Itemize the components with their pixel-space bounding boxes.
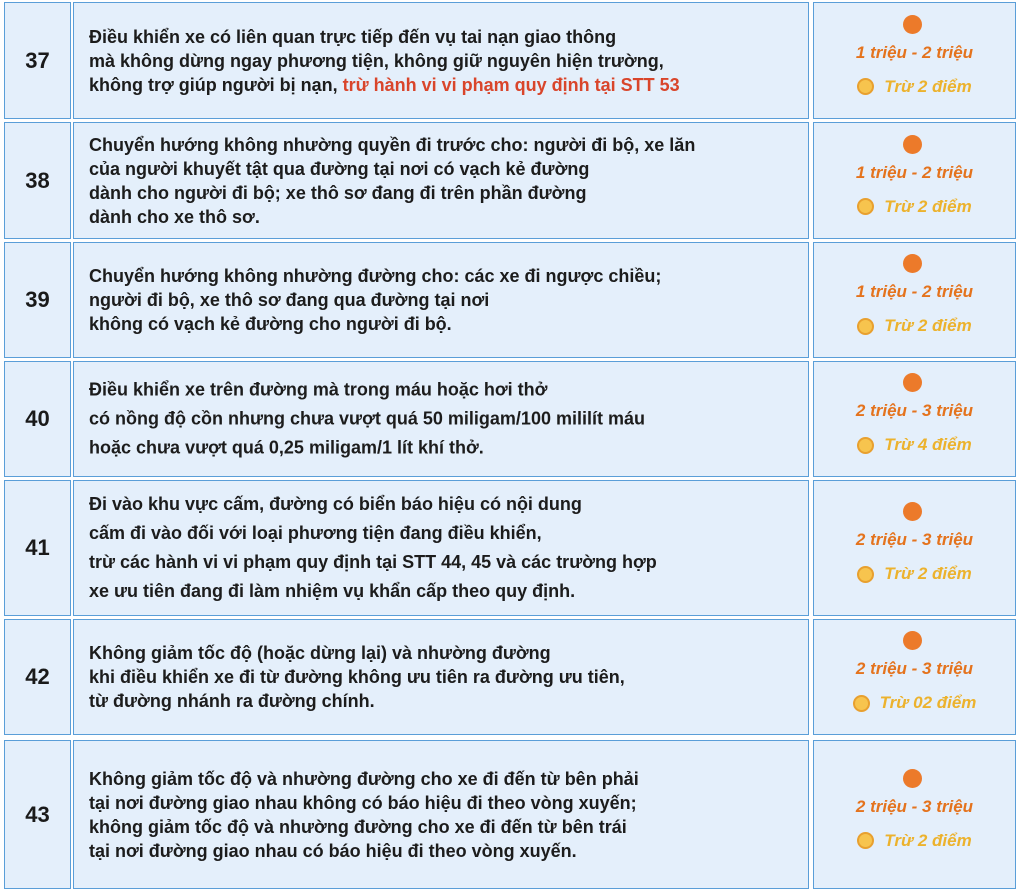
- violation-description: [89, 376, 798, 463]
- points-deduction: [814, 77, 1015, 97]
- description-line: Chuyển hướng không nhường đường cho: các xe đi ngược chiều;: [89, 266, 662, 286]
- description-line: từ đường nhánh ra đường chính.: [89, 691, 375, 711]
- penalty-cell: [813, 122, 1016, 239]
- yellow-dot-icon: [857, 437, 874, 454]
- stt-cell: [4, 480, 71, 616]
- orange-dot-icon: [903, 631, 922, 650]
- violation-description: [89, 264, 798, 336]
- penalty-block: [814, 15, 1015, 107]
- table-row: [0, 619, 1020, 735]
- description-line-text: không trợ giúp người bị nạn,: [89, 74, 343, 95]
- stt-cell: [4, 242, 71, 358]
- violation-description: [89, 490, 798, 606]
- penalty-cell: [813, 480, 1016, 616]
- description-line: không giảm tốc độ và nhường đường cho xe đi đến từ bên trái: [89, 816, 627, 837]
- penalty-cell: [813, 361, 1016, 477]
- description-line: không có vạch kẻ đường cho người đi bộ.: [89, 314, 452, 334]
- stt-number: 37: [25, 47, 50, 73]
- description-cell: [73, 619, 809, 735]
- description-line: Không giảm tốc độ và nhường đường cho xe đi đến từ bên phải: [89, 768, 639, 789]
- penalty-cell: [813, 242, 1016, 358]
- description-line: có nồng độ cồn nhưng chưa vượt quá 50 miligam/100 mililít máu: [89, 408, 645, 429]
- stt-number: 38: [25, 167, 50, 193]
- orange-dot-icon: [903, 254, 922, 273]
- points-label: Trừ 02 điểm: [879, 693, 977, 712]
- description-line: cấm đi vào đối với loại phương tiện đang điều khiển,: [89, 523, 542, 543]
- stt-cell: [4, 2, 71, 119]
- description-cell: [73, 361, 809, 477]
- stt-cell: [4, 122, 71, 239]
- fine-amount: 2 triệu - 3 triệu: [855, 530, 974, 549]
- penalty-block: [814, 135, 1015, 227]
- orange-dot-icon: [903, 502, 922, 521]
- stt-cell: [4, 619, 71, 735]
- stt-number: 41: [25, 535, 50, 560]
- description-line: tại nơi đường giao nhau có báo hiệu đi theo vòng xuyến.: [89, 840, 577, 861]
- stt-number: 39: [25, 287, 50, 312]
- points-label: Trừ 2 điểm: [884, 830, 972, 850]
- penalty-block: [814, 769, 1015, 861]
- violation-description: [89, 767, 798, 863]
- description-line: dành cho người đi bộ; xe thô sơ đang đi trên phần đường: [89, 182, 587, 203]
- violation-description: [89, 641, 798, 713]
- description-line: hoặc chưa vượt quá 0,25 miligam/1 lít khí thở.: [89, 437, 484, 458]
- description-cell: [73, 242, 809, 358]
- points-deduction: [814, 197, 1015, 217]
- points-label: Trừ 4 điểm: [884, 435, 972, 454]
- description-line: dành cho xe thô sơ.: [89, 206, 260, 227]
- description-line: tại nơi đường giao nhau không có báo hiệu đi theo vòng xuyến;: [89, 792, 637, 813]
- stt-number: 42: [25, 664, 50, 689]
- stt-number: 40: [25, 406, 50, 431]
- yellow-dot-icon: [857, 78, 874, 95]
- fine-amount: 1 triệu - 2 triệu: [855, 42, 974, 62]
- points-deduction: [814, 435, 1015, 455]
- fine-amount: 1 triệu - 2 triệu: [855, 162, 974, 182]
- points-label: Trừ 2 điểm: [884, 196, 972, 216]
- description-line: [89, 73, 798, 97]
- description-line: Điều khiển xe có liên quan trực tiếp đến vụ tai nạn giao thông: [89, 26, 617, 47]
- yellow-dot-icon: [857, 318, 874, 335]
- description-cell: [73, 2, 809, 119]
- yellow-dot-icon: [857, 198, 874, 215]
- fine-amount: 2 triệu - 3 triệu: [855, 796, 974, 816]
- points-deduction: [814, 564, 1015, 584]
- penalty-block: [814, 502, 1015, 594]
- penalty-cell: [813, 619, 1016, 735]
- description-cell: [73, 480, 809, 616]
- penalty-block: [814, 631, 1015, 723]
- fine-amount: 2 triệu - 3 triệu: [855, 659, 974, 678]
- table-row: [0, 122, 1020, 239]
- description-line: Đi vào khu vực cấm, đường có biển báo hiệu có nội dung: [89, 494, 582, 514]
- description-line: Chuyển hướng không nhường quyền đi trước cho: người đi bộ, xe lăn: [89, 134, 696, 155]
- orange-dot-icon: [903, 15, 922, 34]
- table-row: [0, 740, 1020, 889]
- penalty-block: [814, 373, 1015, 465]
- points-label: Trừ 2 điểm: [884, 564, 972, 583]
- points-label: Trừ 2 điểm: [884, 316, 972, 335]
- description-line: khi điều khiển xe đi từ đường không ưu tiên ra đường ưu tiên,: [89, 667, 625, 687]
- description-line: mà không dừng ngay phương tiện, không giữ nguyên hiện trường,: [89, 50, 664, 71]
- violation-description: [89, 133, 798, 229]
- penalty-cell: [813, 740, 1016, 889]
- fine-amount: 1 triệu - 2 triệu: [855, 282, 974, 301]
- description-line: Điều khiển xe trên đường mà trong máu hoặc hơi thở: [89, 379, 548, 400]
- yellow-dot-icon: [857, 566, 874, 583]
- description-line: của người khuyết tật qua đường tại nơi có vạch kẻ đường: [89, 158, 590, 179]
- stt-cell: [4, 740, 71, 889]
- table-row: [0, 480, 1020, 616]
- penalty-cell: [813, 2, 1016, 119]
- penalty-block: [814, 254, 1015, 346]
- description-line: trừ các hành vi vi phạm quy định tại STT 44, 45 và các trường hợp: [89, 552, 657, 572]
- yellow-dot-icon: [857, 832, 874, 849]
- orange-dot-icon: [903, 135, 922, 154]
- exception-highlight: trừ hành vi vi phạm quy định tại STT 53: [342, 74, 680, 95]
- description-cell: [73, 122, 809, 239]
- points-deduction: [814, 316, 1015, 336]
- table-row: [0, 242, 1020, 358]
- description-line: xe ưu tiên đang đi làm nhiệm vụ khẩn cấp theo quy định.: [89, 581, 576, 601]
- yellow-dot-icon: [853, 695, 870, 712]
- points-deduction: [814, 831, 1015, 851]
- description-line: người đi bộ, xe thô sơ đang qua đường tại nơi: [89, 290, 490, 310]
- points-label: Trừ 2 điểm: [884, 76, 972, 96]
- points-deduction: [814, 693, 1015, 713]
- table-row: [0, 2, 1020, 119]
- stt-cell: [4, 361, 71, 477]
- orange-dot-icon: [903, 373, 922, 392]
- table-row: [0, 361, 1020, 477]
- description-cell: [73, 740, 809, 889]
- description-line: Không giảm tốc độ (hoặc dừng lại) và nhường đường: [89, 643, 551, 663]
- violation-description: [89, 25, 798, 97]
- stt-number: 43: [25, 801, 50, 827]
- orange-dot-icon: [903, 769, 922, 788]
- fine-amount: 2 triệu - 3 triệu: [855, 401, 974, 420]
